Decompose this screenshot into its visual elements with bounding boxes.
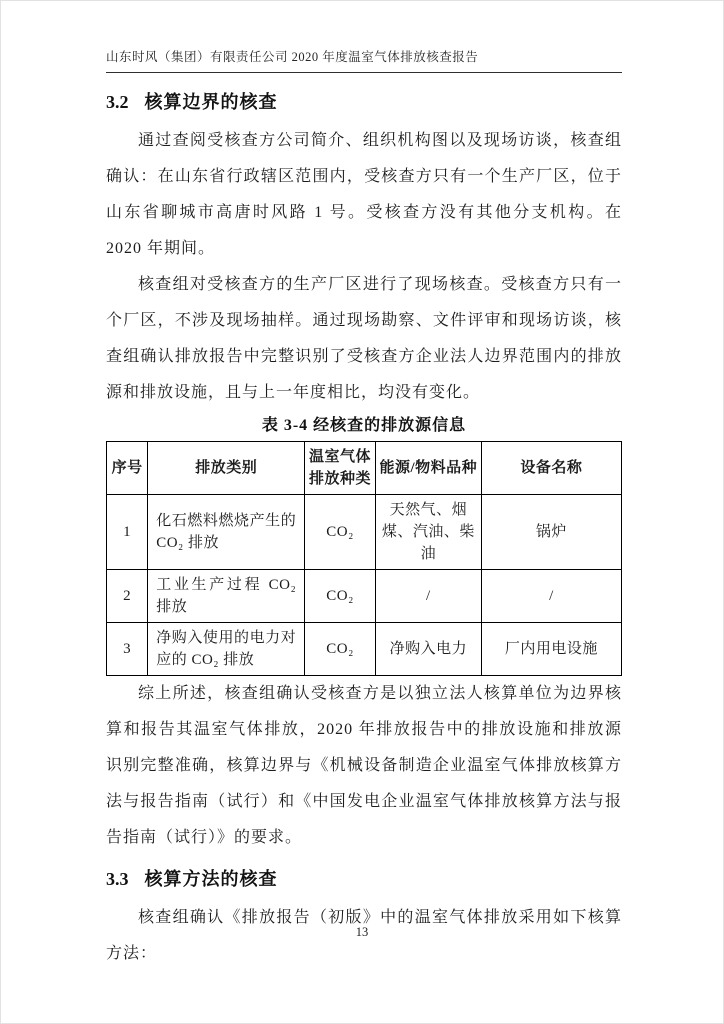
paragraph: 核查组对受核查方的生产厂区进行了现场核查。受核查方只有一个厂区，不涉及现场抽样。通过现场勘察、文件评审和现场访谈，核查组确认排放报告中完整识别了受核查方企业法人边界范围内的排放源和排放设施，且与上一年度相比，均没有变化。 (106, 276, 622, 401)
paragraph: 核查组确认《排放报告（初版》中的温室气体排放采用如下核算方法： (106, 909, 622, 962)
emissions-table (106, 441, 622, 676)
table-header-row (107, 442, 622, 495)
table-cell: CO₂ (305, 495, 376, 570)
table-cell: 工业生产过程 CO₂ 排放 (148, 570, 305, 623)
table-cell: CO₂ (305, 623, 376, 676)
table-cell: 净购入使用的电力对应的 CO₂ 排放 (148, 623, 305, 676)
document-body (106, 87, 622, 972)
table-cell: 净购入电力 (375, 623, 481, 676)
table-cell: 化石燃料燃烧产生的 CO₂ 排放 (148, 495, 305, 570)
section-heading-3-3 (106, 866, 622, 892)
section-title: 核算方法的核查 (144, 869, 278, 889)
table-cell: / (481, 570, 621, 623)
table-cell: 3 (107, 623, 148, 676)
table-cell: / (375, 570, 481, 623)
table-header-cell: 排放类别 (148, 442, 305, 495)
section-number: 3.2 (106, 92, 129, 112)
table-row (107, 623, 622, 676)
page-header (106, 47, 622, 73)
header-title: 山东时风（集团）有限责任公司 2020 年度温室气体排放核查报告 (106, 50, 479, 64)
paragraph: 综上所述，核查组确认受核查方是以独立法人核算单位为边界核算和报告其温室气体排放，2020 年排放报告中的排放设施和排放源识别完整准确，核算边界与《机械设备制造企业温室气体排放核算方法与报告指南（试行）和《中国发电企业温室气体排放核算方法与报告指南（试行）》的要求。 (106, 685, 622, 846)
table-row (107, 570, 622, 623)
table-title: 表 3-4 经核查的排放源信息 (261, 417, 467, 434)
table-cell: 2 (107, 570, 148, 623)
table-header-cell: 设备名称 (481, 442, 621, 495)
table-cell: 天然气、烟煤、汽油、柴油 (375, 495, 481, 570)
section-heading-3-2 (106, 89, 622, 115)
table-header-cell: 温室气体排放种类 (305, 442, 376, 495)
paragraph: 通过查阅受核查方公司简介、组织机构图以及现场访谈，核查组确认：在山东省行政辖区范围内，受核查方只有一个生产厂区，位于山东省聊城市高唐时风路 1 号。受核查方没有其他分支机构。在 2020 年期间。 (106, 132, 622, 257)
table-header-cell: 序号 (107, 442, 148, 495)
page-number: 13 (355, 925, 369, 939)
table-cell: 锅炉 (481, 495, 621, 570)
table-cell: 1 (107, 495, 148, 570)
table-row (107, 495, 622, 570)
table-cell: 厂内用电设施 (481, 623, 621, 676)
table-cell: CO₂ (305, 570, 376, 623)
section-title: 核算边界的核查 (144, 92, 278, 112)
section-number: 3.3 (106, 869, 129, 889)
table-header-cell: 能源/物料品种 (375, 442, 481, 495)
